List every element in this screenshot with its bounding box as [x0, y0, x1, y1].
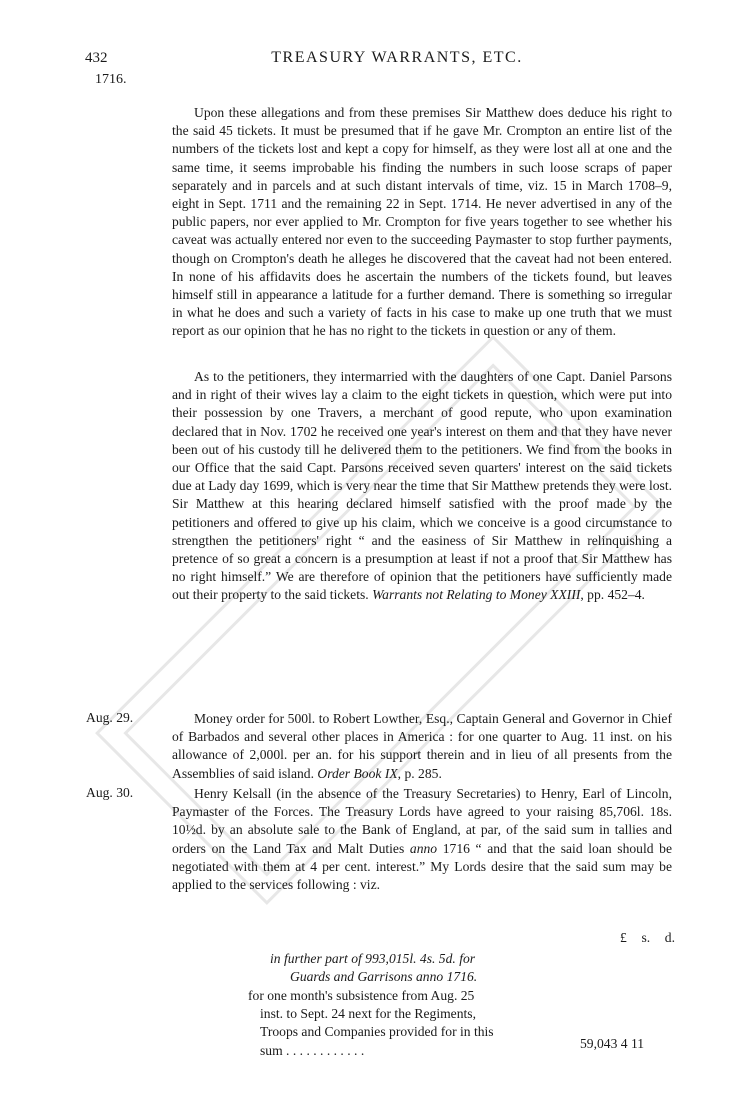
paragraph-1	[172, 104, 672, 341]
paragraph-2-pages: , pp. 452–4.	[580, 587, 645, 603]
paragraph-2-text	[172, 368, 672, 605]
pence-header: d.	[664, 930, 675, 945]
line-item-3: Troops and Companies provided for in this	[260, 1024, 494, 1040]
entry-aug-30-anno: anno	[409, 840, 438, 856]
entry-aug-29	[172, 710, 672, 783]
entry-aug-30-body-a: Henry Kelsall (in the absence of the Treasury Secretaries) to Henry, Earl of Lincoln, Paymaster of the Forces. The Treasury Lords have agreed to your raising 85,706l. 18s. 10½d. by an absolute sale to the Bank of England, at par, of the said sum in tallies and orders on the Land Tax and Malt Duties	[172, 786, 672, 856]
entry-aug-29-pages: , p. 285.	[397, 765, 442, 781]
entry-aug-30	[172, 785, 672, 894]
entry-aug-30-text	[172, 785, 672, 894]
page-number: 432	[85, 50, 108, 66]
paragraph-2	[172, 368, 672, 605]
margin-year: 1716.	[95, 72, 127, 87]
entry-aug-29-body: Money order for 500l. to Robert Lowther, Esq., Captain General and Governor in Chief of Barbados and several other places in America : for one quarter to Aug. 11 inst. on his allowance of 2,000l. per an. for his support therein and in lieu of all presents from the Assemblies of said island.	[172, 711, 672, 781]
entry-aug-29-text	[172, 710, 672, 783]
money-column-headers	[620, 930, 675, 946]
line-item-amount: 59,043 4 11	[580, 1036, 645, 1051]
running-head	[0, 49, 754, 67]
paragraph-2-body: As to the petitioners, they intermarried with the daughters of one Capt. Daniel Parsons and in right of their wives lay a claim to the eight tickets in question, which were put into their possession by one Travers, a merchant of good repute, who upon examination declared that in Nov. 1702 he received one year's interest on them and that they have never been out of his custody till he delivered them to the petitioners. We find from the books in our Office that the said Capt. Parsons received seven quarters' interest on the said tickets due at Lady day 1699, which is very near the time that Sir Matthew pretends they were lost. Sir Matthew at this hearing declared himself satisfied with the proof made by the petitioners and offered to give up his claim, which we conceive is a good circumstance to strengthen the petitioners' right “ and the easiness of Sir Matthew in relinquishing a pretence of so great a concern is a presumption at least if not a proof that Sir Matthew has no right himself.” We are therefore of opinion that the petitioners have sufficiently made out their property to the said tickets.	[172, 369, 672, 603]
running-head-title: TREASURY WARRANTS, ETC.	[271, 49, 523, 66]
line-item-1: for one month's subsistence from Aug. 25	[248, 988, 475, 1003]
line-item-4: sum . . . . . . . . . . . .	[260, 1042, 365, 1058]
subheading-line-2: Guards and Garrisons anno 1716.	[290, 969, 478, 985]
shillings-header: s.	[641, 930, 651, 945]
paragraph-1-text: Upon these allegations and from these premises Sir Matthew does deduce his right to the said 45 tickets. It must be presumed that if he gave Mr. Crompton an entire list of the numbers of the tickets lost and kept a copy for himself, as they were lost all at one and the same time, it seems improbable his finding the numbers in such loose scraps of paper separately and in parcels and at such distant intervals of time, viz. 15 in March 1708–9, eight in Sept. 1711 and the remaining 22 in Sept. 1714. He never advertised in any of the public papers, nor ever applied to Mr. Crompton for five years together to see whether his caveat was actually entered nor even to the succeeding Paymaster to stop further payments, though on Crompton's death he alleges he discovered that the caveat had not been entered. In none of his affidavits does he ascertain the numbers of the tickets found, but leaves himself still in appearance a latitude for a further demand. There is something so irregular in what he does and such a variety of facts in his case to make up one truth that we must report as our opinion that he has no right to the tickets in question or any of them.	[172, 105, 672, 339]
line-item	[248, 987, 558, 1060]
paragraph-2-ref: Warrants not Relating to Money XXIII	[372, 587, 581, 603]
entry-aug-29-ref: Order Book IX	[317, 765, 398, 781]
date-aug-30: Aug. 30.	[86, 785, 134, 800]
subheading-line-1: in further part of 993,015l. 4s. 5d. for	[270, 951, 476, 966]
subheading	[270, 950, 570, 986]
entry-aug-30-body-b: 1716 “ and that the said loan should be negotiated with them at 4 per cent. interest.” My Lords desire that the said sum may be applied to the services following : viz.	[172, 840, 673, 893]
line-item-2: inst. to Sept. 24 next for the Regiments,	[260, 1006, 476, 1022]
date-aug-29: Aug. 29.	[86, 710, 134, 725]
pounds-header: £	[620, 930, 627, 945]
